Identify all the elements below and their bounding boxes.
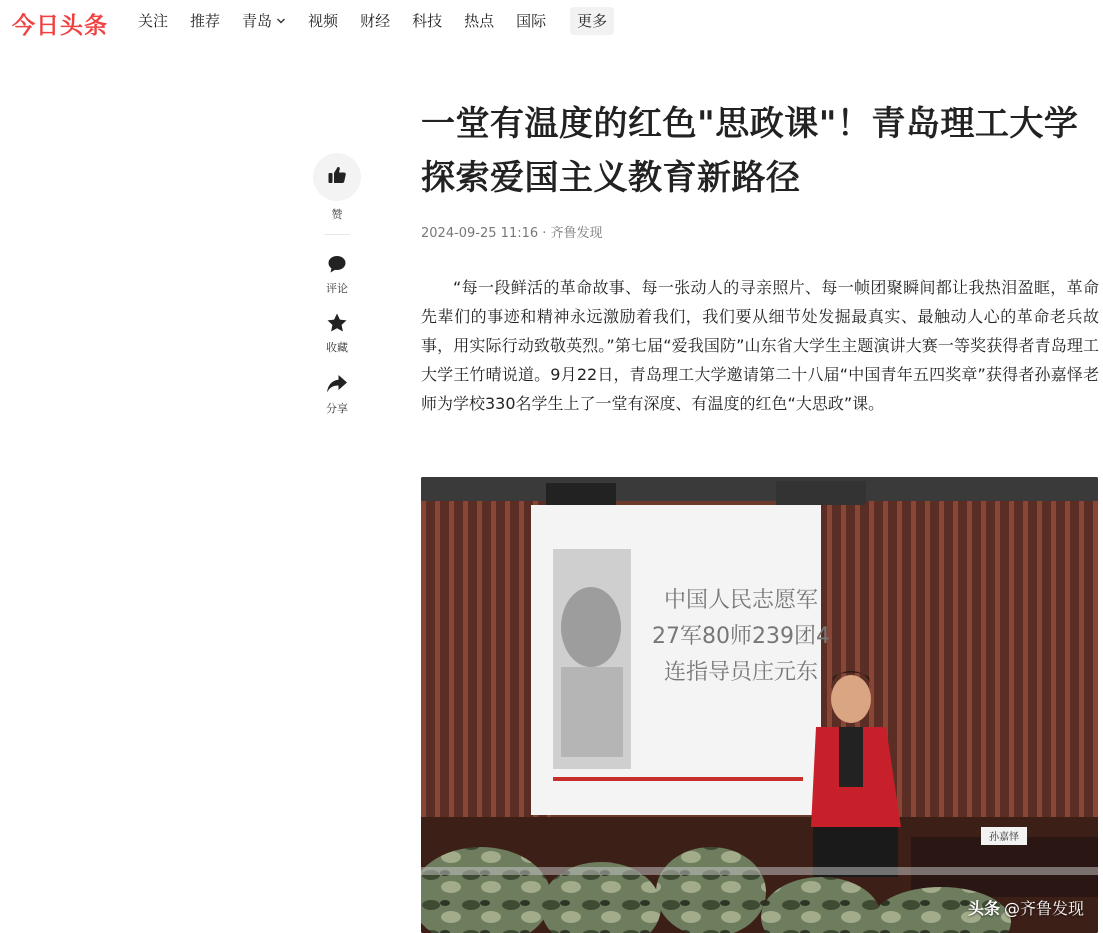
photo-watermark [968, 896, 1084, 919]
share-arrow-icon [326, 373, 348, 395]
slide-text-line1: 中国人民志愿军 [663, 588, 819, 613]
nav-hot[interactable]: 热点 [464, 12, 495, 30]
like-label: 赞 [331, 208, 343, 221]
slide-text-line2: 27军80师239团4 [652, 624, 830, 649]
article-paragraph: “每一段鲜活的革命故事、每一张动人的寻亲照片、每一帧团聚瞬间都让我热泪盈眶，革命先辈们的事迹和精神永远激励着我们，我们要从细节处发掘最真实、最触动人心的革命老兵故事，用实际行动致敬英烈。”第七届“爱我国防”山东省大学生主题演讲大赛一等奖获得者青岛理工大学王竹晴说道。9月22日，青岛理工大学邀请第二十八届“中国青年五四奖章”获得者孙嘉怿老师为学校330名学生上了一堂有深度、有温度的红色“大思政”课。 [421, 278, 1099, 413]
like-button[interactable] [313, 153, 361, 201]
article-title: 一堂有温度的红色"思政课"！青岛理工大学探索爱国主义教育新路径 [421, 104, 1079, 198]
chevron-down-icon [276, 16, 286, 26]
favorite-button[interactable] [313, 312, 361, 355]
channel-nav [138, 7, 614, 35]
nav-recommend[interactable]: 推荐 [190, 12, 221, 30]
article [421, 97, 1099, 434]
article-meta: 2024-09-25 11:16 · 齐鲁发现 [421, 226, 603, 241]
comment-icon [327, 253, 347, 275]
nameplate-text: 孙嘉怿 [989, 832, 1019, 843]
nav-city-label: 青岛 [242, 12, 273, 30]
lecture-scene-illustration [421, 477, 1098, 933]
favorite-label: 收藏 [326, 341, 348, 354]
nav-follow[interactable]: 关注 [138, 12, 169, 30]
share-label: 分享 [326, 402, 348, 415]
share-button[interactable] [313, 373, 361, 416]
article-photo[interactable] [421, 477, 1098, 933]
nav-tech[interactable]: 科技 [412, 12, 443, 30]
watermark-brand: 头条 [967, 899, 1000, 918]
star-icon [326, 312, 348, 334]
comment-label: 评论 [326, 282, 348, 295]
top-bar [0, 0, 1103, 44]
thumbs-up-icon [327, 165, 347, 189]
toutiao-logo[interactable]: 今日头条 [12, 13, 108, 39]
article-actions [313, 153, 361, 416]
action-divider [324, 234, 350, 235]
nav-finance[interactable]: 财经 [360, 12, 391, 30]
nav-video[interactable]: 视频 [308, 12, 339, 30]
nav-international[interactable]: 国际 [516, 12, 547, 30]
watermark-author: @齐鲁发现 [1003, 899, 1084, 918]
nav-city[interactable] [242, 7, 286, 35]
slide-text-line3: 连指导员庄元东 [663, 660, 819, 685]
comment-button[interactable] [313, 253, 361, 296]
nav-more-button[interactable]: 更多 [570, 7, 614, 35]
